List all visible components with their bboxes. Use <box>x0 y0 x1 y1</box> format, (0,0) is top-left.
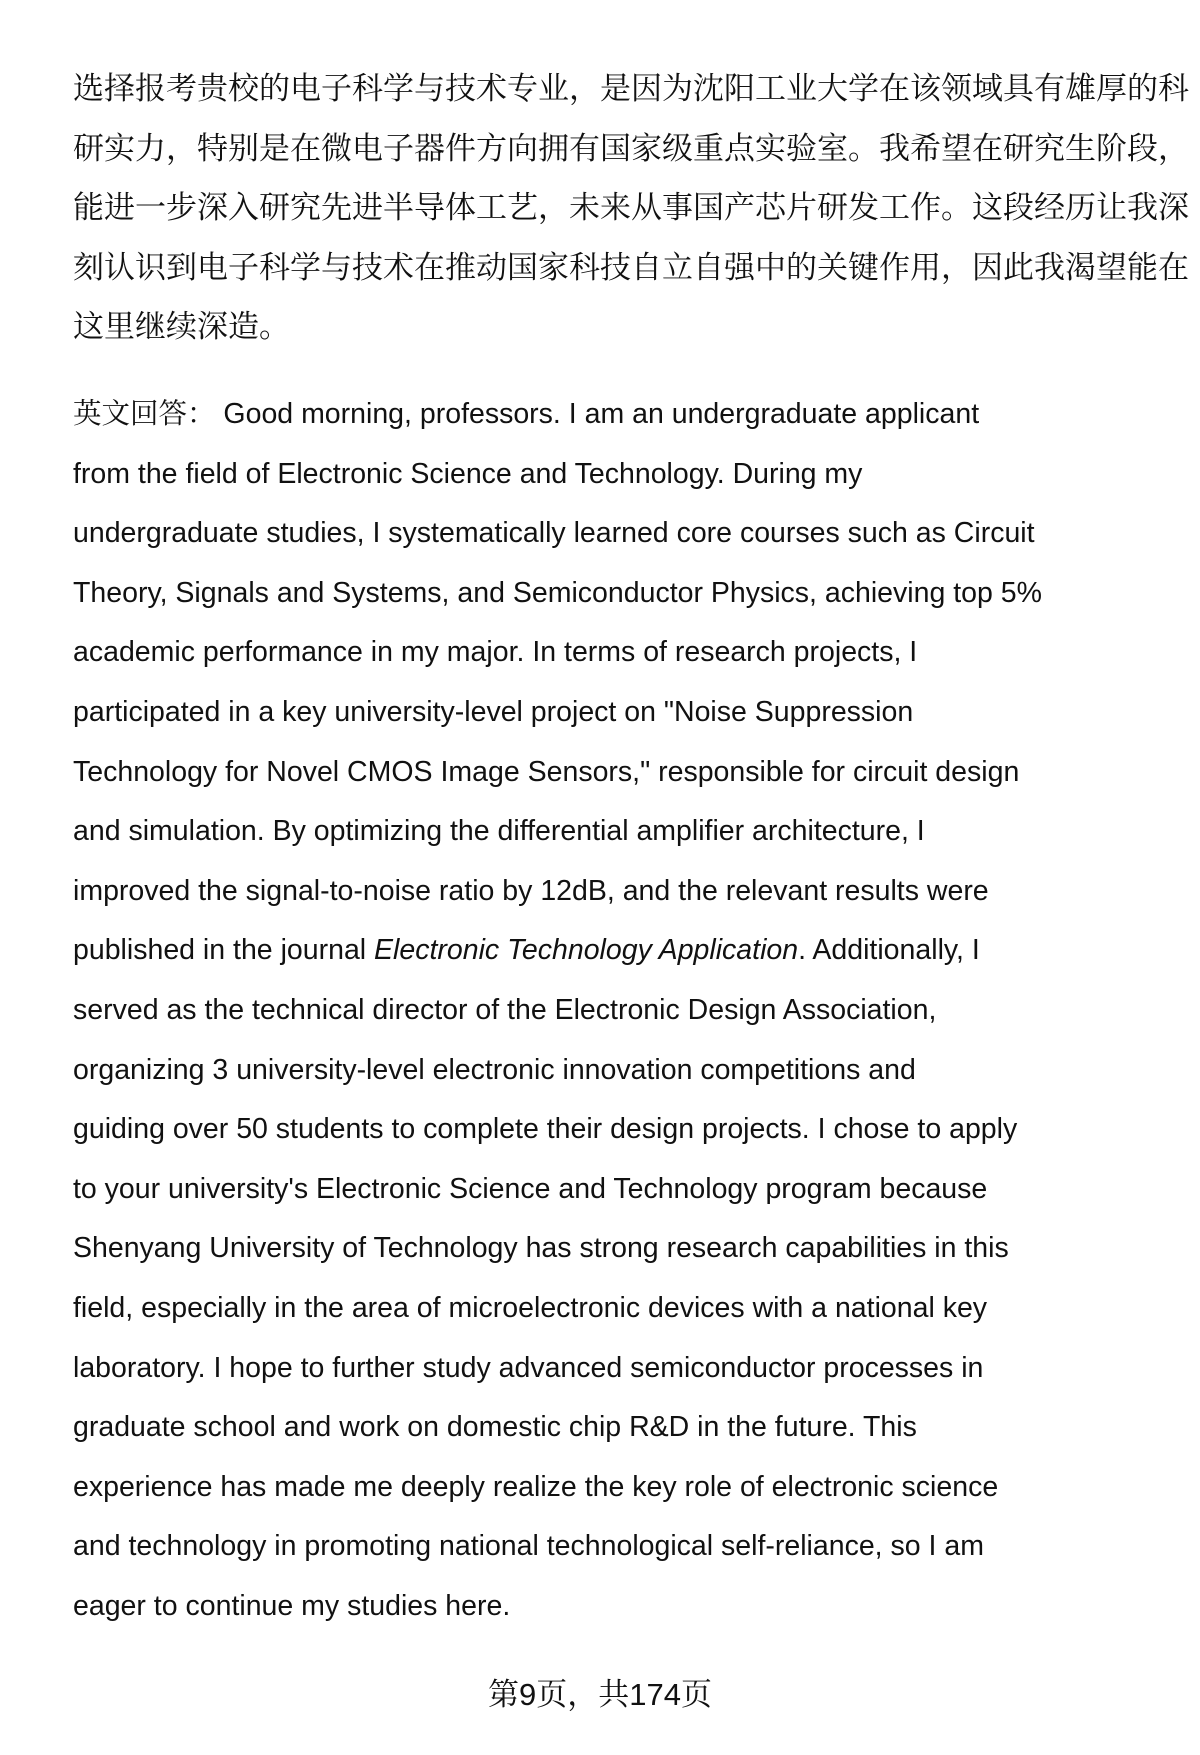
text-line: experience has made me deeply realize the key role of electronic science <box>73 1470 999 1503</box>
journal-prefix: published in the journal <box>73 934 375 967</box>
text-line: field, especially in the area of microelectronic devices with a national key <box>73 1291 988 1324</box>
text-line: from the field of Electronic Science and Technology. During my <box>73 457 863 490</box>
answer-label: 英文回答： <box>73 398 216 430</box>
text-line: guiding over 50 students to complete their design projects. I chose to apply <box>73 1113 1018 1146</box>
text-line: Technology for Novel CMOS Image Sensors," responsible for circuit design <box>73 755 1020 788</box>
text-line: and simulation. By optimizing the differential amplifier architecture, I <box>73 815 925 848</box>
text-line: 能进一步深入研究先进半导体工艺，未来从事国产芯片研发工作。这段经历让我深 <box>73 190 1189 226</box>
text-line: served as the technical director of the Electronic Design Association, <box>73 993 937 1026</box>
page-indicator: 第9页，共174页 <box>488 1677 712 1712</box>
journal-suffix: . Additionally, I <box>798 934 980 967</box>
text-line: organizing 3 university-level electronic innovation competitions and <box>73 1053 916 1086</box>
text-line: undergraduate studies, I systematically learned core courses such as Circuit <box>73 517 1035 550</box>
text-line: laboratory. I hope to further study advanced semiconductor processes in <box>73 1351 984 1384</box>
chinese-paragraph <box>73 59 1189 357</box>
text-line: participated in a key university-level project on "Noise Suppression <box>73 695 914 728</box>
text-line: 这里继续深造。 <box>73 309 290 345</box>
text-line: eager to continue my studies here. <box>73 1589 511 1622</box>
text-line <box>73 921 1148 981</box>
first-line-text: Good morning, professors. I am an undergraduate applicant <box>215 398 980 430</box>
text-line: 研实力，特别是在微电子器件方向拥有国家级重点实验室。我希望在研究生阶段， <box>73 130 1189 166</box>
text-line: 刻认识到电子科学与技术在推动国家科技自立自强中的关键作用，因此我渴望能在 <box>73 249 1189 285</box>
text-line: improved the signal-to-noise ratio by 12dB, and the relevant results were <box>73 874 989 907</box>
text-line: and technology in promoting national technological self-reliance, so I am <box>73 1530 984 1563</box>
text-line: Theory, Signals and Systems, and Semiconductor Physics, achieving top 5% <box>73 576 1042 609</box>
text-line: graduate school and work on domestic chip R&D in the future. This <box>73 1411 917 1444</box>
journal-name: Electronic Technology Application <box>374 934 799 967</box>
text-line: 选择报考贵校的电子科学与技术专业，是因为沈阳工业大学在该领域具有雄厚的科 <box>73 71 1189 106</box>
text-line <box>73 385 1148 445</box>
text-line: to your university's Electronic Science and Technology program because <box>73 1172 988 1205</box>
text-line: Shenyang University of Technology has strong research capabilities in this <box>73 1232 1009 1265</box>
english-paragraph <box>73 385 1148 1636</box>
text-line: academic performance in my major. In terms of research projects, I <box>73 636 918 669</box>
